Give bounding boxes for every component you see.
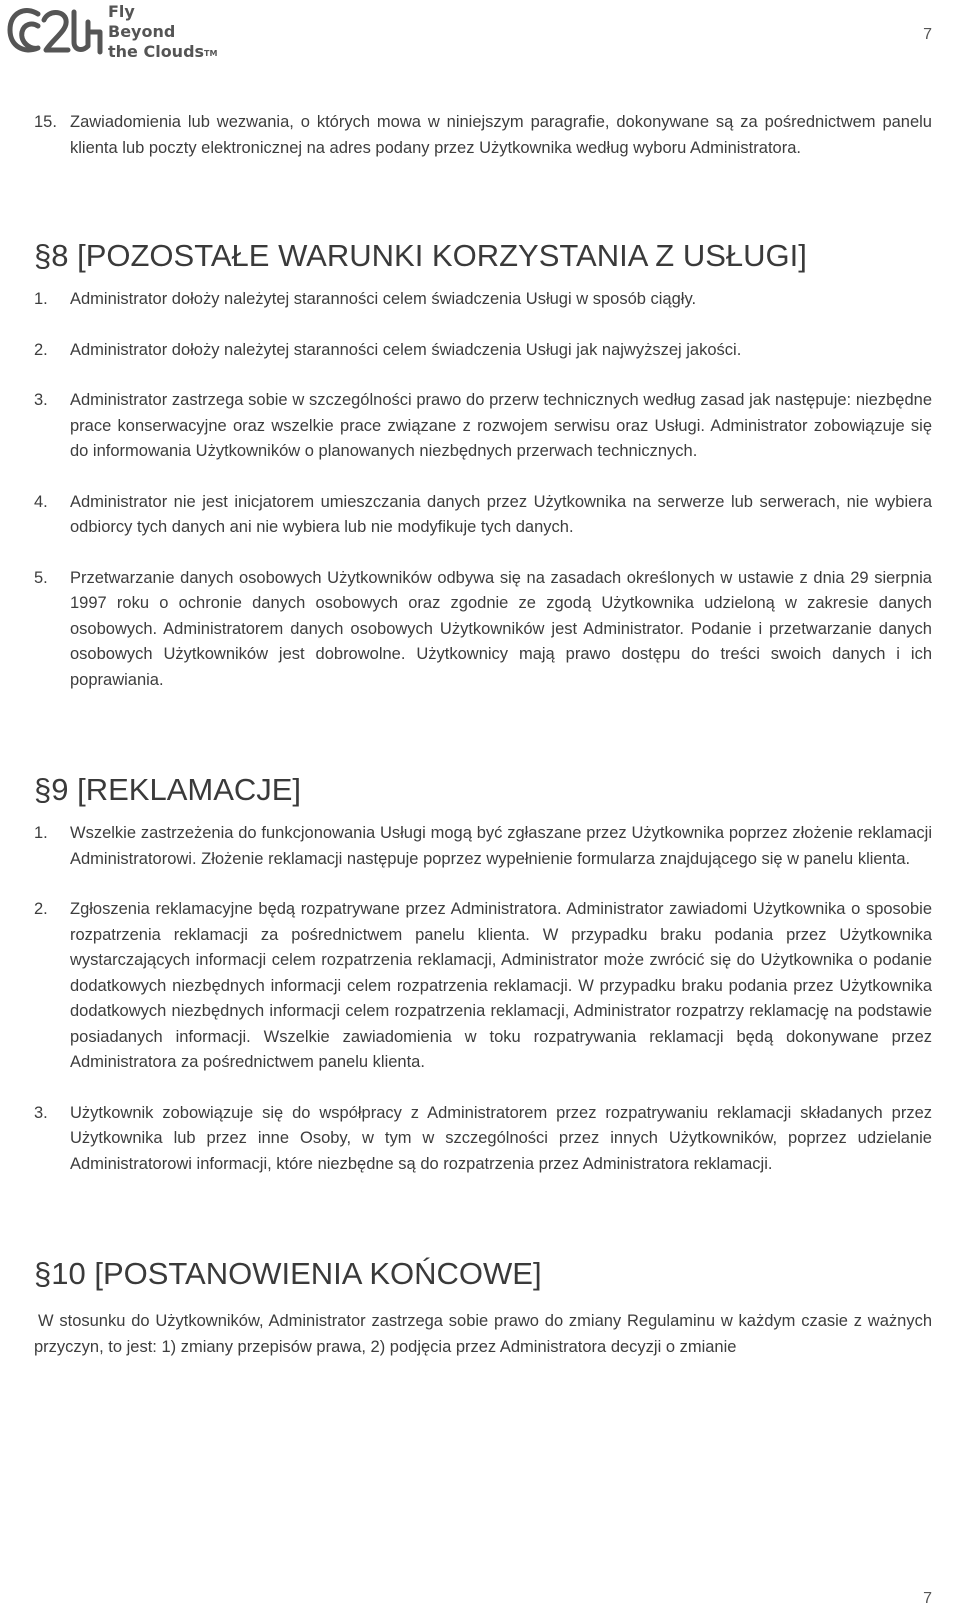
section-8-item-4 [34,490,932,541]
section-8-item-5 [34,566,932,694]
page-number-top: 7 [923,26,932,43]
item-number: 1. [34,290,48,308]
item-text: Przetwarzanie danych osobowych Użytkowników odbywa się na zasadach określonych w ustawie z dnia 29 sierpnia 1997 roku o ochronie danych osobowych oraz zgodnie ze zgodą Użytkownika udzieloną w zakresie danych osobowych. Administratorem danych osobowych Użytkowników jest Administrator. Podanie i przetwarzanie danych osobowych Użytkowników jest dobrowolne. Użytkownicy mają prawo dostępu do treści swoich danych i ich poprawiania. [70,568,932,689]
item-number: 2. [34,340,48,359]
document-body [34,110,932,1360]
item-number: 2. [34,900,48,918]
item-number: 15. [34,113,57,131]
logo-line-3-text: the Clouds [108,42,205,61]
section-9-item-1 [34,821,932,872]
section-8-item-2 [34,338,932,364]
item-number: 3. [34,391,48,409]
item-text: Administrator dołoży należytej staranności celem świadczenia Usługi w sposób ciągły. [70,290,697,308]
item-number: 3. [34,1103,48,1122]
item-number: 1. [34,824,48,842]
page-number-bottom: 7 [923,1590,932,1607]
item-text: Zawiadomienia lub wezwania, o których mowa w niniejszym paragrafie, dokonywane są za pośrednictwem panelu klienta lub poczty elektronicznej na adres podany przez Użytkownika według wyboru Administratora. [70,113,932,157]
item-text: Administrator dołoży należytej staranności celem świadczenia Usługi jak najwyższej jakości. [70,340,742,359]
item-text: Użytkownik zobowiązuje się do współpracy z Administratorem przez rozpatrywaniu reklamacji składanych przez Użytkownika lub przez inne Osoby, w tym w szczególności przez innych Użytkowników, poprzez udzielanie Administratorowi informacji, które niezbędne są do rozpatrzenia przez Administratora reklamacji. [70,1103,932,1173]
logo-line-3 [108,42,217,62]
section-8-item-1 [34,287,932,313]
item-text: Administrator zastrzega sobie w szczególności prawo do przerw technicznych według zasad jak następuje: niezbędne prace konserwacyjne oraz wszelkie prace związane z rozwojem serwisu oraz Usługi. Administrator zobowiązuje się do informowania Użytkowników o planowanych niezbędnych przerwach technicznych. [70,391,932,460]
section-9-item-2 [34,897,932,1076]
intro-item-15 [34,110,932,161]
item-text: Wszelkie zastrzeżenia do funkcjonowania Usługi mogą być zgłaszane przez Użytkownika poprzez złożenie reklamacji Administratorowi. Złożenie reklamacji następuje poprzez wypełnienie formularza znajdującego się w panelu klienta. [70,824,932,868]
section-10-paragraph: W stosunku do Użytkowników, Administrator zastrzega sobie prawo do zmiany Regulaminu w każdym czasie z ważnych przyczyn, to jest: 1) zmiany przepisów prawa, 2) podjęcia przez Administratora decyzji o zmianie [34,1312,932,1356]
section-9-heading: §9 [REKLAMACJE] [34,772,302,807]
logo-line-1: Fly [108,2,135,21]
section-8-heading: §8 [POZOSTAŁE WARUNKI KORZYSTANIA Z USŁUGI] [34,238,807,273]
item-number: 4. [34,492,48,511]
logo-wordmark [108,2,217,62]
section-9-item-3 [34,1101,932,1178]
item-text: Zgłoszenia reklamacyjne będą rozpatrywane przez Administratora. Administrator zawiadomi Użytkownika o sposobie rozpatrzenia reklamacji za pośrednictwem panelu klienta. W przypadku braku podania przez Użytkownika wystarczających informacji celem rozpatrzenia reklamacji, Administrator może zwrócić się do Użytkownika o podanie dodatkowych niezbędnych informacji celem rozpatrzenia reklamacji. W przypadku braku podania przez Użytkownika dodatkowych niezbędnych informacji celem rozpatrzenia reklamacji, Administrator rozpatrzy reklamację na podstawie posiadanych informacji. Wszelkie zawiadomienia w toku rozpatrywania reklamacji będą dokonywane przez Administratora za pośrednictwem panelu klienta. [70,900,932,1071]
logo-tm: TM [204,49,218,58]
section-8-item-3 [34,388,932,465]
logo-line-2: Beyond [108,22,176,41]
item-number: 5. [34,568,48,587]
item-text: Administrator nie jest inicjatorem umieszczania danych przez Użytkownika na serwerze lub serwerach, nie wybiera odbiorcy tych danych ani nie wybiera lub nie modyfikuje tych danych. [70,492,932,536]
section-10-heading: §10 [POSTANOWIENIA KOŃCOWE] [34,1256,542,1291]
